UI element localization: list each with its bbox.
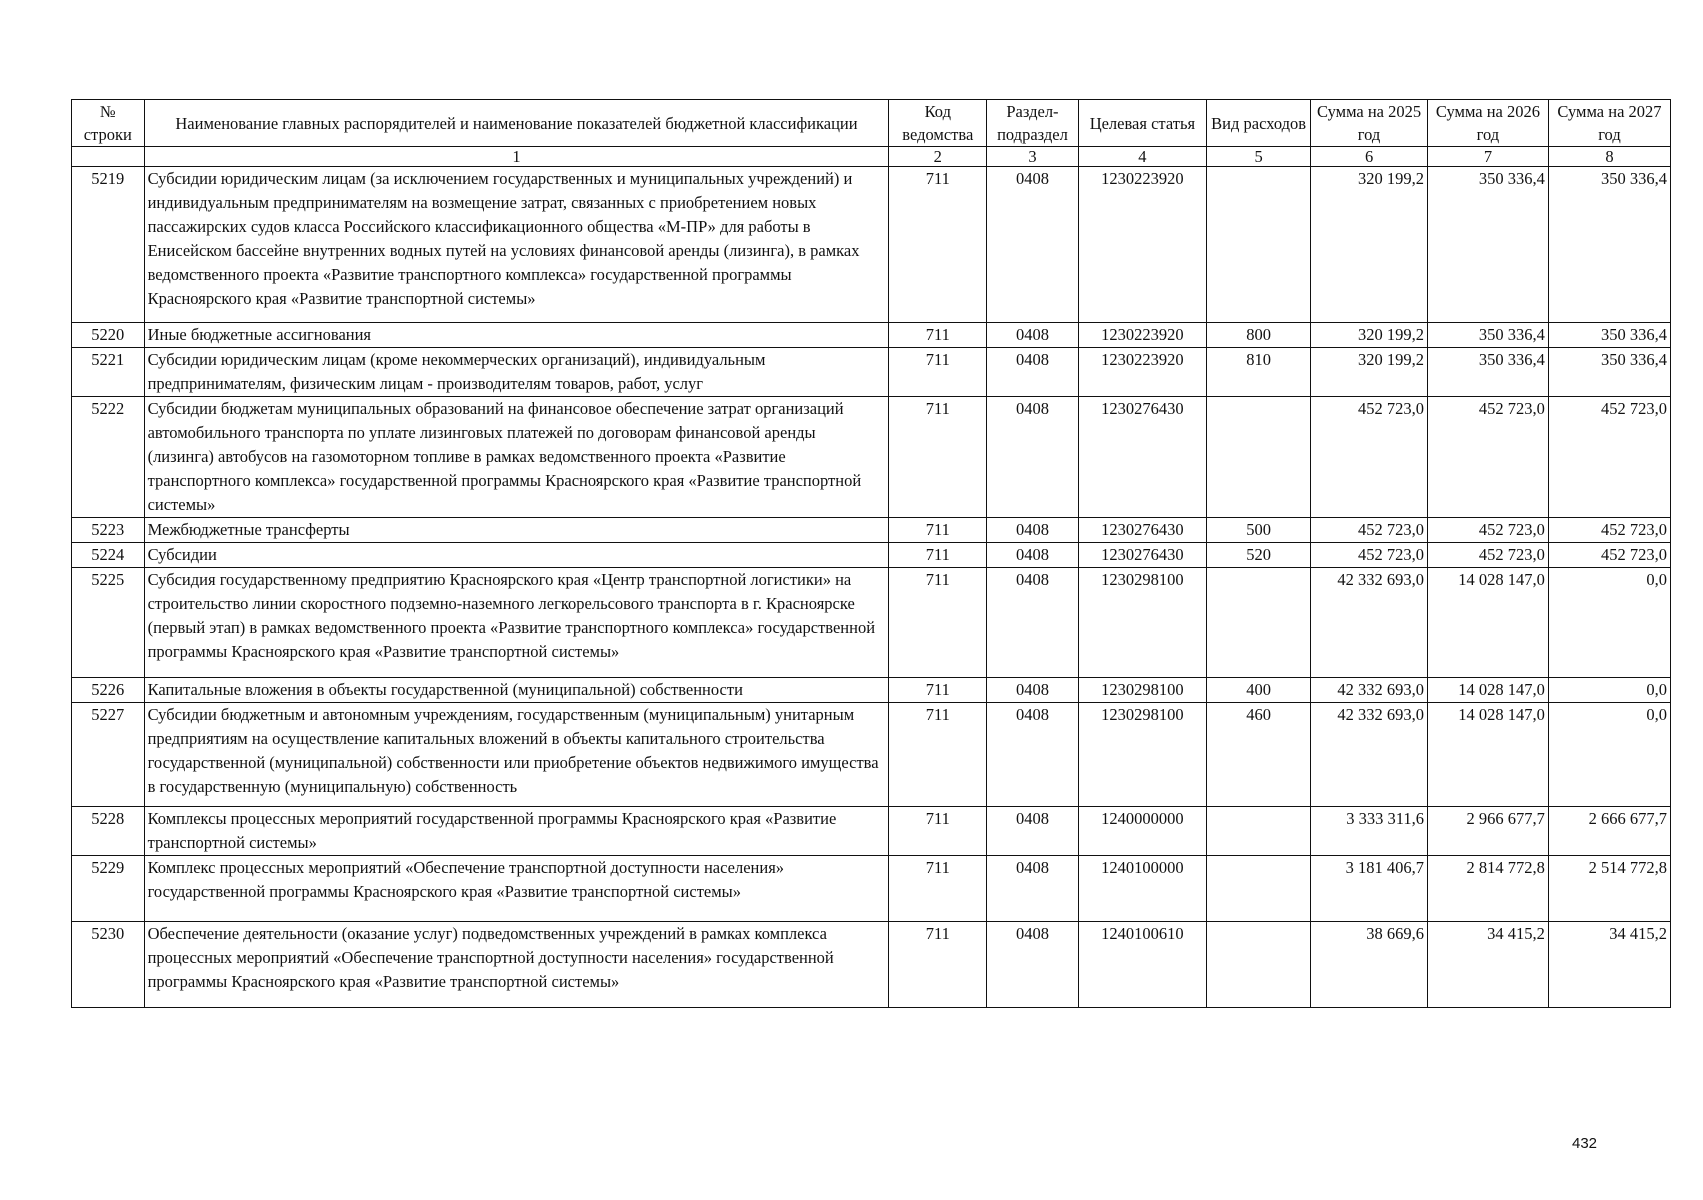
row-section: 0408 [987,568,1079,678]
row-sum-2025: 452 723,0 [1311,397,1428,518]
row-sum-2025: 320 199,2 [1311,348,1428,397]
row-name: Комплексы процессных мероприятий государственной программы Красноярского края «Развитие транспортной системы» [144,807,889,856]
table-row [72,703,1671,807]
row-section: 0408 [987,856,1079,922]
row-target-article: 1230298100 [1078,678,1206,703]
row-target-article: 1240100610 [1078,922,1206,1008]
row-sum-2027: 0,0 [1548,703,1670,807]
row-name: Субсидии юридическим лицам (за исключением государственных и муниципальных учреждений) и индивидуальным предпринимателям на возмещение затрат, связанных с приобретением новых пассажирских судов класса Российского классификационного общества «М-ПР» для работы в Енисейском бассейне внутренних водных путей на условиях финансовой аренды (лизинга), в рамках ведомственного проекта «Развитие транспортного комплекса» государственной программы Красноярского края «Развитие транспортной системы» [144,167,889,323]
header-sum-2026: Сумма на 2026 год [1427,100,1548,147]
row-target-article: 1230276430 [1078,397,1206,518]
row-sum-2025: 42 332 693,0 [1311,568,1428,678]
row-number: 5219 [72,167,145,323]
row-number: 5221 [72,348,145,397]
table-row [72,807,1671,856]
row-expense-type: 500 [1207,518,1311,543]
row-number: 5228 [72,807,145,856]
row-section: 0408 [987,922,1079,1008]
row-department-code: 711 [889,568,987,678]
row-section: 0408 [987,703,1079,807]
column-number: 8 [1548,147,1670,167]
row-sum-2026: 350 336,4 [1427,323,1548,348]
row-department-code: 711 [889,856,987,922]
row-section: 0408 [987,348,1079,397]
row-department-code: 711 [889,543,987,568]
header-number-empty [72,147,145,167]
row-expense-type [1207,568,1311,678]
row-name: Обеспечение деятельности (оказание услуг) подведомственных учреждений в рамках комплекса процессных мероприятий «Обеспечение транспортной доступности населения» государственной программы Красноярского края «Развитие транспортной системы» [144,922,889,1008]
column-number: 3 [987,147,1079,167]
row-sum-2025: 320 199,2 [1311,167,1428,323]
row-sum-2025: 452 723,0 [1311,518,1428,543]
row-sum-2027: 350 336,4 [1548,323,1670,348]
row-department-code: 711 [889,348,987,397]
row-number: 5224 [72,543,145,568]
row-sum-2027: 2 514 772,8 [1548,856,1670,922]
row-target-article: 1240000000 [1078,807,1206,856]
row-sum-2026: 14 028 147,0 [1427,568,1548,678]
row-sum-2025: 3 181 406,7 [1311,856,1428,922]
row-expense-type: 460 [1207,703,1311,807]
row-name: Субсидии бюджетам муниципальных образований на финансовое обеспечение затрат организаций автомобильного транспорта по уплате лизинговых платежей по договорам финансовой аренды (лизинга) автобусов на газомоторном топливе в рамках ведомственного проекта «Развитие транспортного комплекса» государственной программы Красноярского края «Развитие транспортной системы» [144,397,889,518]
row-name: Субсидии юридическим лицам (кроме некоммерческих организаций), индивидуальным предпринимателям, физическим лицам - производителям товаров, работ, услуг [144,348,889,397]
row-expense-type [1207,807,1311,856]
budget-table [71,99,1671,1008]
row-target-article: 1230223920 [1078,348,1206,397]
header-section: Раздел-подраздел [987,100,1079,147]
table-row [72,323,1671,348]
row-sum-2026: 452 723,0 [1427,397,1548,518]
row-sum-2027: 0,0 [1548,678,1670,703]
row-department-code: 711 [889,397,987,518]
row-target-article: 1230276430 [1078,518,1206,543]
row-department-code: 711 [889,703,987,807]
row-expense-type [1207,856,1311,922]
row-section: 0408 [987,323,1079,348]
row-department-code: 711 [889,807,987,856]
table-row [72,397,1671,518]
row-number: 5223 [72,518,145,543]
row-sum-2025: 320 199,2 [1311,323,1428,348]
row-sum-2026: 34 415,2 [1427,922,1548,1008]
column-number: 1 [144,147,889,167]
table-row [72,543,1671,568]
header-row-number: № строки [72,100,145,147]
row-sum-2027: 34 415,2 [1548,922,1670,1008]
row-department-code: 711 [889,323,987,348]
row-expense-type [1207,922,1311,1008]
row-department-code: 711 [889,167,987,323]
row-number: 5230 [72,922,145,1008]
row-number: 5225 [72,568,145,678]
row-section: 0408 [987,543,1079,568]
row-sum-2026: 350 336,4 [1427,167,1548,323]
row-sum-2025: 38 669,6 [1311,922,1428,1008]
table-row [72,348,1671,397]
row-name: Субсидии бюджетным и автономным учреждениям, государственным (муниципальным) унитарным предприятиям на осуществление капитальных вложений в объекты капитального строительства государственной (муниципальной) собственности или приобретение объектов недвижимого имущества в государственную (муниципальную) собственность [144,703,889,807]
row-expense-type: 520 [1207,543,1311,568]
table-body [72,167,1671,1008]
column-number: 6 [1311,147,1428,167]
row-sum-2025: 452 723,0 [1311,543,1428,568]
table-row [72,856,1671,922]
row-expense-type: 400 [1207,678,1311,703]
row-section: 0408 [987,518,1079,543]
table-row [72,167,1671,323]
column-number: 7 [1427,147,1548,167]
column-number: 2 [889,147,987,167]
header-department-code: Код ведомства [889,100,987,147]
row-target-article: 1230223920 [1078,323,1206,348]
row-sum-2026: 452 723,0 [1427,543,1548,568]
row-sum-2026: 14 028 147,0 [1427,703,1548,807]
row-target-article: 1230223920 [1078,167,1206,323]
row-sum-2027: 452 723,0 [1548,543,1670,568]
row-target-article: 1230276430 [1078,543,1206,568]
row-sum-2025: 42 332 693,0 [1311,678,1428,703]
column-number: 5 [1207,147,1311,167]
table-row [72,568,1671,678]
row-sum-2027: 0,0 [1548,568,1670,678]
row-expense-type: 800 [1207,323,1311,348]
row-expense-type [1207,397,1311,518]
row-number: 5226 [72,678,145,703]
table-row [72,518,1671,543]
row-name: Комплекс процессных мероприятий «Обеспечение транспортной доступности населения» государственной программы Красноярского края «Развитие транспортной системы» [144,856,889,922]
row-section: 0408 [987,807,1079,856]
row-number: 5220 [72,323,145,348]
row-number: 5229 [72,856,145,922]
table-row [72,922,1671,1008]
row-sum-2025: 42 332 693,0 [1311,703,1428,807]
row-sum-2026: 2 966 677,7 [1427,807,1548,856]
row-sum-2026: 350 336,4 [1427,348,1548,397]
row-sum-2027: 2 666 677,7 [1548,807,1670,856]
row-section: 0408 [987,167,1079,323]
row-department-code: 711 [889,678,987,703]
row-number: 5222 [72,397,145,518]
row-sum-2026: 14 028 147,0 [1427,678,1548,703]
row-department-code: 711 [889,922,987,1008]
row-target-article: 1230298100 [1078,568,1206,678]
row-section: 0408 [987,397,1079,518]
row-sum-2027: 452 723,0 [1548,397,1670,518]
page-number: 432 [1572,1135,1598,1152]
table-row [72,678,1671,703]
header-sum-2027: Сумма на 2027 год [1548,100,1670,147]
header-name: Наименование главных распорядителей и наименование показателей бюджетной классификации [144,100,889,147]
row-name: Капитальные вложения в объекты государственной (муниципальной) собственности [144,678,889,703]
row-expense-type: 810 [1207,348,1311,397]
header-expense-type: Вид расходов [1207,100,1311,147]
row-target-article: 1230298100 [1078,703,1206,807]
header-sum-2025: Сумма на 2025 год [1311,100,1428,147]
header-target-article: Целевая статья [1078,100,1206,147]
row-name: Иные бюджетные ассигнования [144,323,889,348]
row-number: 5227 [72,703,145,807]
row-sum-2026: 2 814 772,8 [1427,856,1548,922]
row-sum-2027: 350 336,4 [1548,348,1670,397]
row-department-code: 711 [889,518,987,543]
row-name: Субсидия государственному предприятию Красноярского края «Центр транспортной логистики» на строительство линии скоростного подземно-наземного легкорельсового транспорта в г. Красноярске (первый этап) в рамках ведомственного проекта «Развитие транспортного комплекса» государственной программы Красноярского края «Развитие транспортной системы» [144,568,889,678]
row-sum-2027: 350 336,4 [1548,167,1670,323]
row-section: 0408 [987,678,1079,703]
row-target-article: 1240100000 [1078,856,1206,922]
column-number: 4 [1078,147,1206,167]
row-sum-2026: 452 723,0 [1427,518,1548,543]
row-sum-2027: 452 723,0 [1548,518,1670,543]
row-sum-2025: 3 333 311,6 [1311,807,1428,856]
row-expense-type [1207,167,1311,323]
row-name: Субсидии [144,543,889,568]
row-name: Межбюджетные трансферты [144,518,889,543]
